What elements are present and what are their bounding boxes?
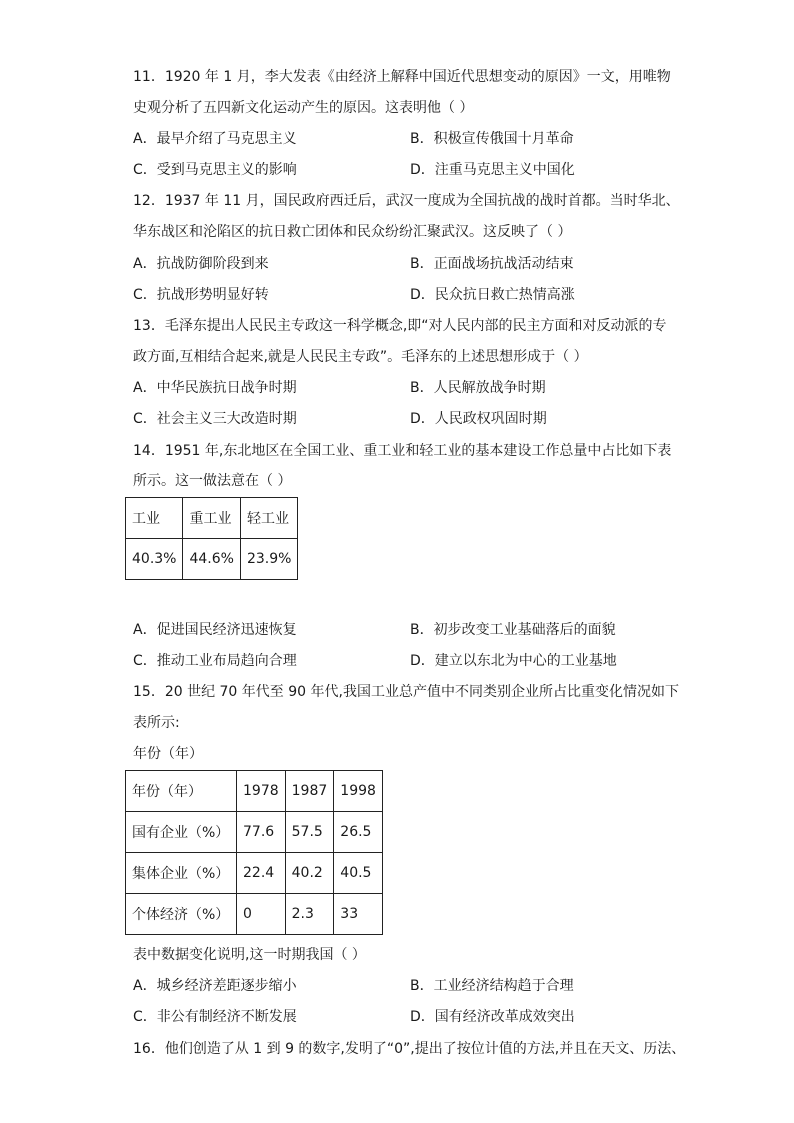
- q11-stem-line1: 11．1920 年 1 月，李大发表《由经济上解释中国近代思想变动的原因》一文，用唯物: [133, 69, 671, 85]
- q13-option-c[interactable]: C．社会主义三大改造时期: [133, 411, 297, 427]
- q11-option-a[interactable]: A．最早介绍了马克思主义: [133, 131, 297, 147]
- q14-option-a[interactable]: A．促进国民经济迅速恢复: [133, 622, 297, 638]
- table-cell: 23.9%: [240, 539, 297, 580]
- table-row: [126, 853, 383, 894]
- q15-option-d[interactable]: D．国有经济改革成效突出: [410, 1009, 575, 1025]
- q14-option-c[interactable]: C．推动工业布局趋向合理: [133, 653, 297, 669]
- table-cell: 40.2: [285, 853, 334, 894]
- q14-stem-line1: 14．1951 年,东北地区在全国工业、重工业和轻工业的基本建设工作总量中占比如下表: [133, 443, 672, 459]
- table-header-cell: 工业: [126, 498, 183, 539]
- table-row: [126, 539, 298, 580]
- table-header-cell: 轻工业: [240, 498, 297, 539]
- table-cell: 57.5: [285, 812, 334, 853]
- q13-stem-line1: 13．毛泽东提出人民民主专政这一科学概念,即“对人民内部的民主方面和对反动派的专: [133, 318, 667, 334]
- q15-stem-line1: 15．20 世纪 70 年代至 90 年代,我国工业总产值中不同类别企业所占比重变化情况如下: [133, 684, 679, 700]
- table-row: [126, 771, 383, 812]
- q14-option-b[interactable]: B．初步改变工业基础落后的面貌: [410, 622, 616, 638]
- table-header-cell: 1998: [334, 771, 383, 812]
- table-cell: 个体经济（%）: [126, 894, 237, 935]
- q12-option-d[interactable]: D．民众抗日救亡热情高涨: [410, 287, 575, 303]
- table-cell: 40.5: [334, 853, 383, 894]
- q15-stem-line2: 表所示:: [133, 715, 180, 731]
- q15-option-a[interactable]: A．城乡经济差距逐步缩小: [133, 978, 297, 994]
- table-header-cell: 年份（年）: [126, 771, 237, 812]
- table-cell: 26.5: [334, 812, 383, 853]
- q16-stem-line1: 16．他们创造了从 1 到 9 的数字,发明了“0”,提出了按位计值的方法,并且在天文、历法、: [133, 1041, 686, 1057]
- table-row: [126, 498, 298, 539]
- q12-option-b[interactable]: B．正面战场抗战活动结束: [410, 256, 574, 272]
- q12-stem-line1: 12．1937 年 11 月，国民政府西迁后，武汉一度成为全国抗战的战时首都。当时华北、: [133, 193, 680, 209]
- q13-option-a[interactable]: A．中华民族抗日战争时期: [133, 380, 297, 396]
- q14-stem-line2: 所示。这一做法意在（ ）: [133, 473, 292, 489]
- q15-table: [125, 770, 383, 935]
- table-cell: 集体企业（%）: [126, 853, 237, 894]
- table-cell: 40.3%: [126, 539, 183, 580]
- q15-table-caption: 年份（年）: [133, 746, 203, 762]
- q13-stem-line2: 政方面,互相结合起来,就是人民民主专政”。毛泽东的上述思想形成于（ ）: [133, 349, 588, 365]
- table-cell: 77.6: [237, 812, 286, 853]
- q15-option-c[interactable]: C．非公有制经济不断发展: [133, 1009, 297, 1025]
- q15-followup: 表中数据变化说明,这一时期我国（ ）: [133, 947, 366, 963]
- q13-option-b[interactable]: B．人民解放战争时期: [410, 380, 546, 396]
- table-cell: 国有企业（%）: [126, 812, 237, 853]
- q12-option-c[interactable]: C．抗战形势明显好转: [133, 287, 269, 303]
- table-row: [126, 894, 383, 935]
- q15-option-b[interactable]: B．工业经济结构趋于合理: [410, 978, 574, 994]
- table-row: [126, 812, 383, 853]
- q14-option-d[interactable]: D．建立以东北为中心的工业基地: [410, 653, 617, 669]
- q11-option-d[interactable]: D．注重马克思主义中国化: [410, 162, 575, 178]
- table-cell: 33: [334, 894, 383, 935]
- table-cell: 22.4: [237, 853, 286, 894]
- q11-option-b[interactable]: B．积极宣传俄国十月革命: [410, 131, 574, 147]
- q14-table: [125, 497, 298, 580]
- q11-stem-line2: 史观分析了五四新文化运动产生的原因。这表明他（ ）: [133, 100, 474, 116]
- table-header-cell: 1987: [285, 771, 334, 812]
- q13-option-d[interactable]: D．人民政权巩固时期: [410, 411, 547, 427]
- table-cell: 44.6%: [183, 539, 240, 580]
- table-cell: 0: [237, 894, 286, 935]
- table-header-cell: 重工业: [183, 498, 240, 539]
- q11-option-c[interactable]: C．受到马克思主义的影响: [133, 162, 297, 178]
- q12-option-a[interactable]: A．抗战防御阶段到来: [133, 256, 269, 272]
- q12-stem-line2: 华东战区和沦陷区的抗日救亡团体和民众纷纷汇聚武汉。这反映了（ ）: [133, 224, 572, 240]
- table-cell: 2.3: [285, 894, 334, 935]
- table-header-cell: 1978: [237, 771, 286, 812]
